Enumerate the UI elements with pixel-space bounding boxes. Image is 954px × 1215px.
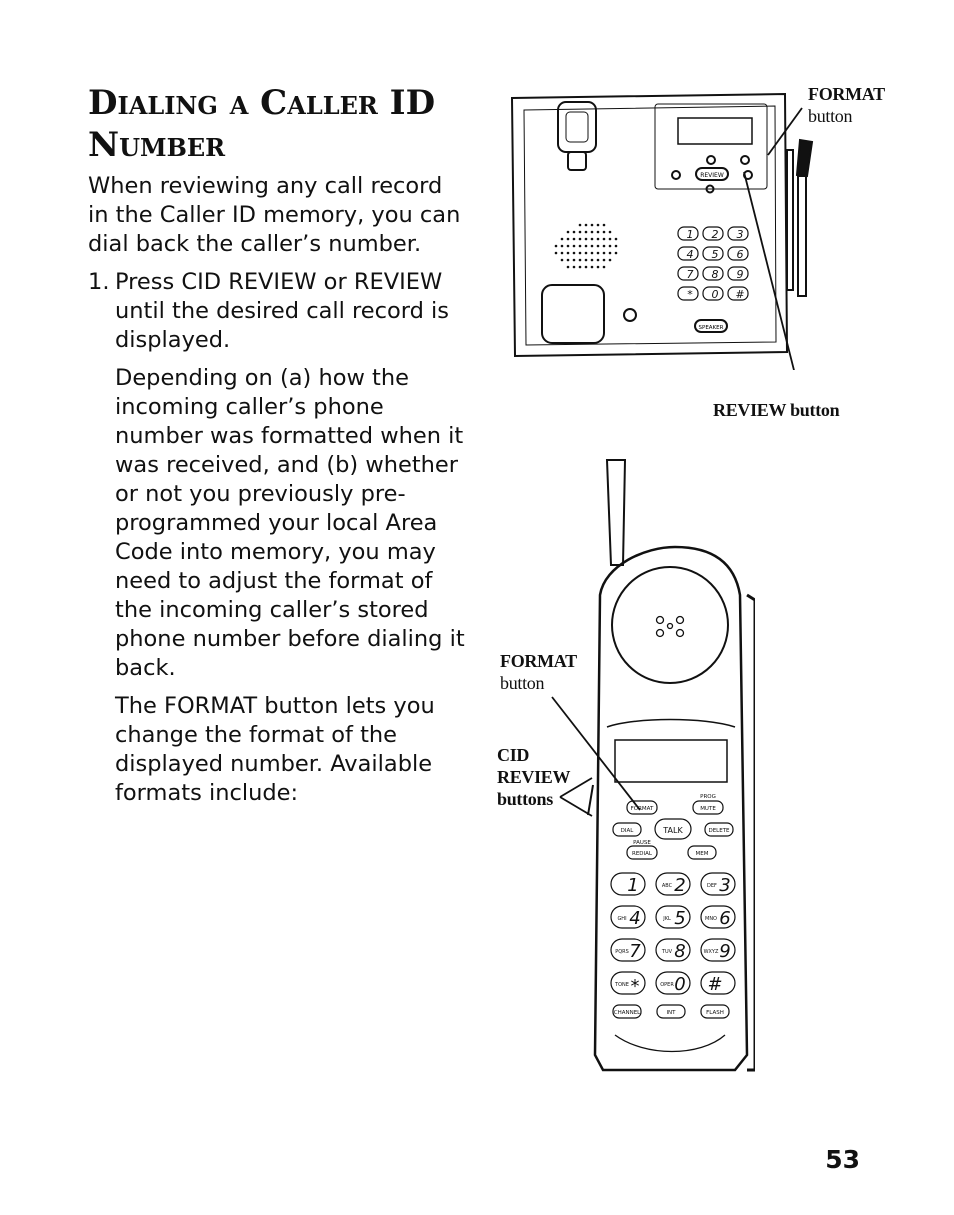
handset-talk-key-label: TALK [663, 826, 683, 835]
base-review-key-label: REVIEW [700, 172, 724, 179]
base-unit-illustration [500, 80, 830, 370]
handset-key-7: 7 [629, 941, 641, 962]
handset-key-1: 1 [627, 875, 639, 896]
title-line-2: Number [88, 125, 226, 165]
step-1-text: Press CID REVIEW or REVIEW until the desired call record is displayed. [115, 269, 450, 353]
base-format-callout-line1: FORMAT [808, 84, 885, 104]
handset-prog-key-label: PROG [700, 794, 716, 800]
body-text [88, 172, 468, 817]
cid-callout-line2: REVIEW [497, 767, 571, 787]
base-speaker-key-label: SPEAKER [698, 325, 724, 331]
format-explanation: Depending on (a) how the incoming caller’s phone number was formatted when it was received, and (b) whether or not you previously pre-programmed your local Area Code into memory, you may need to adjust the format of the incoming caller’s stored phone number before dialing it back. [115, 365, 465, 681]
base-key-3: 3 [736, 228, 744, 241]
handset-key-6: 6 [719, 908, 731, 929]
handset-cid-review-callout [497, 744, 570, 810]
handset-channel-key-label: CHANNEL [613, 1010, 641, 1016]
handset-key-9-letters: WXYZ [703, 949, 719, 955]
page-title [88, 82, 488, 166]
handset-key-5: 5 [674, 908, 686, 929]
handset-key-0-letters: OPER [660, 982, 674, 988]
base-key-4: 4 [686, 248, 694, 261]
base-key-2: 2 [711, 228, 719, 241]
base-key-7: 7 [686, 268, 694, 281]
base-key-8: 8 [711, 268, 719, 281]
handset-key-8-letters: TUV [661, 949, 673, 955]
handset-key-0: 0 [674, 974, 686, 995]
handset-key-3-letters: DEF [707, 883, 717, 889]
handset-key-2-letters: ABC [661, 883, 673, 889]
base-review-callout: REVIEW button [713, 400, 840, 420]
handset-delete-key-label: DELETE [708, 828, 730, 834]
handset-redial-key-label: REDIAL [632, 851, 652, 857]
cid-callout-line1: CID [497, 745, 530, 765]
handset-key-hash: # [707, 974, 723, 995]
handset-format-callout-line1: FORMAT [500, 651, 577, 671]
step-number: 1. [88, 269, 110, 295]
handset-key-star: * [630, 976, 640, 997]
base-key-hash: # [735, 288, 745, 301]
base-key-5: 5 [711, 248, 719, 261]
handset-key-8: 8 [674, 941, 686, 962]
base-key-6: 6 [736, 248, 744, 261]
title-line-1: Dialing a Caller ID [88, 83, 436, 123]
handset-key-5-letters: JKL [663, 916, 671, 922]
handset-mem-key-label: MEM [695, 851, 709, 857]
base-key-9: 9 [736, 268, 744, 281]
handset-format-key-label: FORMAT [630, 806, 654, 812]
page-number: 53 [825, 1145, 860, 1174]
handset-key-star-letters: TONE [615, 982, 629, 988]
handset-pause-key-label: PAUSE [633, 840, 651, 846]
handset-int-key-label: INT [666, 1010, 676, 1016]
base-format-callout [808, 83, 885, 127]
handset-key-2: 2 [674, 875, 686, 896]
base-format-callout-line2: button [808, 106, 853, 126]
step-1 [88, 268, 468, 364]
base-speaker-grille [555, 224, 618, 269]
handset-key-4: 4 [629, 908, 641, 929]
format-button-description: The FORMAT button lets you change the format of the displayed number. Available formats include: [115, 693, 435, 806]
handset-key-6-letters: MNO [705, 916, 717, 922]
handset-key-4-letters: GHI [617, 916, 627, 922]
handset-key-7-letters: PQRS [615, 949, 629, 955]
base-key-star: * [687, 288, 693, 301]
handset-flash-key-label: FLASH [706, 1010, 724, 1016]
handset-format-callout [500, 650, 577, 694]
handset-mute-key-label: MUTE [700, 806, 716, 812]
cid-callout-line3: buttons [497, 789, 553, 809]
handset-format-callout-line2: button [500, 673, 545, 693]
base-key-0: 0 [711, 288, 719, 301]
handset-key-3: 3 [719, 875, 731, 896]
handset-dial-key-label: DIAL [620, 828, 634, 834]
intro-paragraph: When reviewing any call record in the Caller ID memory, you can dial back the caller’s number. [88, 173, 461, 257]
handset-key-9: 9 [719, 941, 731, 962]
base-key-1: 1 [686, 228, 694, 241]
